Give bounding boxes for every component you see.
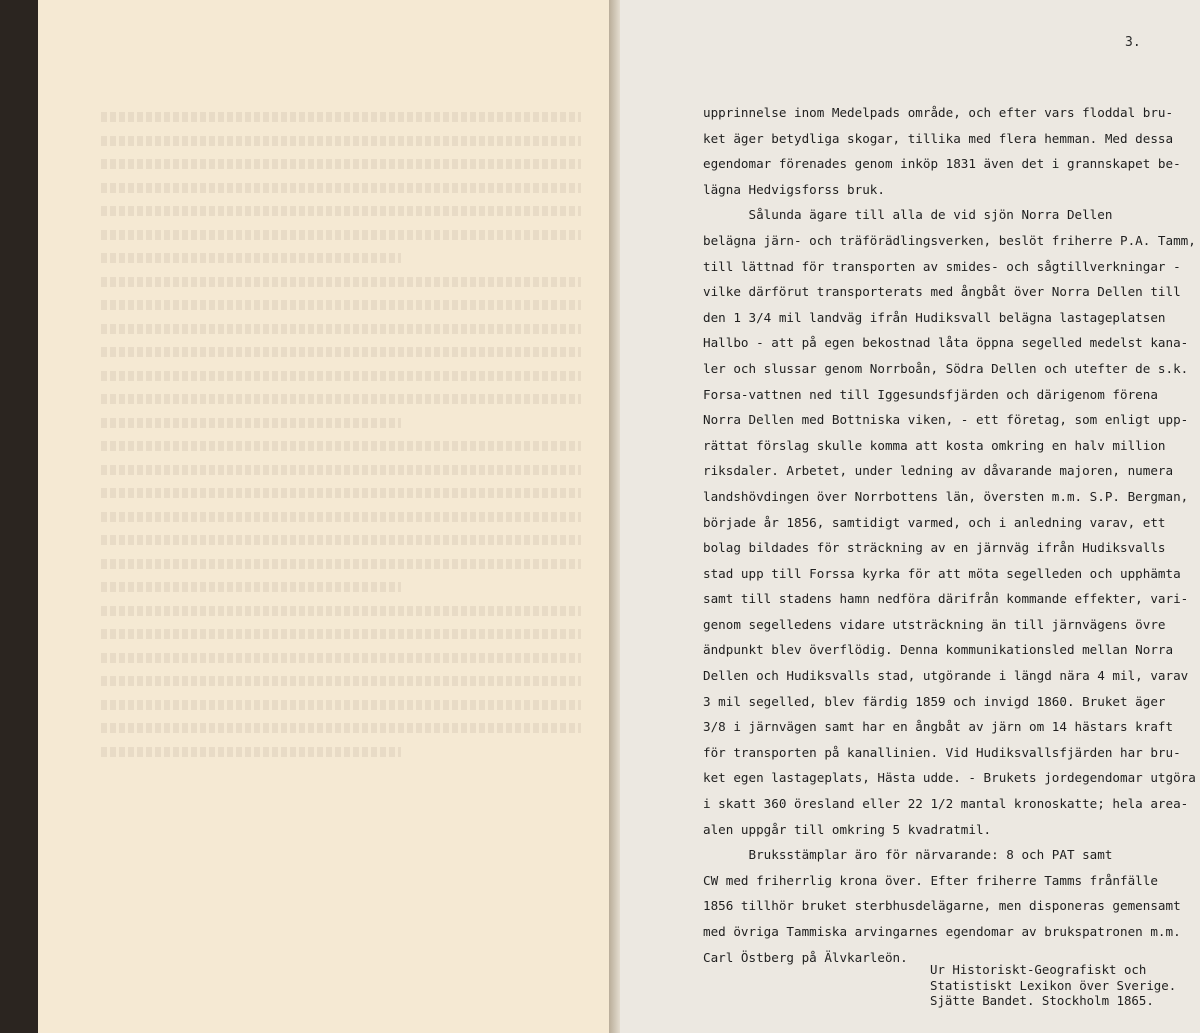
bleed-through-line xyxy=(101,653,581,663)
text-line: den 1 3/4 mil landväg ifrån Hudiksvall belägna lastageplatsen xyxy=(703,309,1166,325)
text-line: Bruksstämplar äro för närvarande: 8 och PAT samt xyxy=(703,847,1113,863)
text-line: Carl Östberg på Älvkarleön. xyxy=(703,949,908,965)
bleed-through-line xyxy=(101,112,581,122)
bleed-through-line xyxy=(101,676,581,686)
bleed-through-line xyxy=(101,159,581,169)
bleed-through-line xyxy=(101,723,581,733)
text-line: CW med friherrlig krona över. Efter friherre Tamms frånfälle xyxy=(703,872,1158,888)
bleed-through-line xyxy=(101,230,581,240)
bleed-through-line xyxy=(101,253,401,263)
text-line: bolag bildades för sträckning av en järnväg ifrån Hudiksvalls xyxy=(703,540,1166,556)
text-line: för transporten på kanallinien. Vid Hudiksvallsfjärden har bru- xyxy=(703,744,1181,760)
bleed-through-line xyxy=(101,347,581,357)
text-line: ler och slussar genom Norrboån, Södra Dellen och utefter de s.k. xyxy=(703,360,1189,376)
text-line: ändpunkt blev överflödig. Denna kommunikationsled mellan Norra xyxy=(703,642,1174,658)
text-line: Sålunda ägare till alla de vid sjön Norra Dellen xyxy=(703,207,1113,223)
attribution-line: Sjätte Bandet. Stockholm 1865. xyxy=(930,993,1154,1008)
text-line: genom segelledens vidare utsträckning än till järnvägens övre xyxy=(703,616,1166,632)
bleed-through-line xyxy=(101,488,581,498)
bleed-through-line xyxy=(101,700,581,710)
body-text xyxy=(703,100,1196,970)
bleed-through-line xyxy=(101,747,401,757)
text-line: ket egen lastageplats, Hästa udde. - Brukets jordegendomar utgöra xyxy=(703,770,1196,786)
text-line: belägna järn- och träförädlingsverken, beslöt friherre P.A. Tamm, xyxy=(703,232,1196,248)
text-line: Forsa-vattnen ned till Iggesundsfjärden och därigenom förena xyxy=(703,386,1158,402)
bleed-through-line xyxy=(101,206,581,216)
bleed-through-line xyxy=(101,371,581,381)
bleed-through-line xyxy=(101,394,581,404)
attribution-line: Ur Historiskt-Geografiskt och xyxy=(930,962,1147,977)
text-line: 3 mil segelled, blev färdig 1859 och invigd 1860. Bruket äger xyxy=(703,693,1166,709)
bleed-through-line xyxy=(101,629,581,639)
text-line: lägna Hedvigsforss bruk. xyxy=(703,181,885,197)
text-line: Norra Dellen med Bottniska viken, - ett företag, som enligt upp- xyxy=(703,412,1189,428)
attribution-line: Statistiskt Lexikon över Sverige. xyxy=(930,977,1177,993)
text-line: rättat förslag skulle komma att kosta omkring en halv million xyxy=(703,437,1166,453)
bleed-through-line xyxy=(101,277,581,287)
bleed-through-line xyxy=(101,136,581,146)
text-line: landshövdingen över Norrbottens län, översten m.m. S.P. Bergman, xyxy=(703,488,1189,504)
text-line: riksdaler. Arbetet, under ledning av dåvarande majoren, numera xyxy=(703,463,1174,479)
text-line: i skatt 360 öresland eller 22 1/2 mantal kronoskatte; hela area- xyxy=(703,796,1189,812)
text-line: Hallbo - att på egen bekostnad låta öppna segelled medelst kana- xyxy=(703,335,1189,351)
text-line: 1856 tillhör bruket sterbhusdelägarne, men disponeras gemensamt xyxy=(703,898,1181,914)
bleed-through-line xyxy=(101,512,581,522)
text-line: stad upp till Forssa kyrka för att möta segelleden och upphämta xyxy=(703,565,1181,581)
bleed-through-line xyxy=(101,441,581,451)
left-page xyxy=(38,0,611,1033)
text-line: till lättnad för transporten av smides- och sågtillverkningar - xyxy=(703,258,1181,274)
text-line: ket äger betydliga skogar, tillika med flera hemman. Med dessa xyxy=(703,130,1174,146)
text-line: med övriga Tammiska arvingarnes egendomar av brukspatronen m.m. xyxy=(703,924,1181,939)
text-line: upprinnelse inom Medelpads område, och efter vars floddal bru- xyxy=(703,105,1174,120)
bleed-through-line xyxy=(101,582,401,592)
bleed-through-line xyxy=(101,183,581,193)
bleed-through-line xyxy=(101,559,581,569)
text-line: alen uppgår till omkring 5 kvadratmil. xyxy=(703,821,992,837)
text-line: 3/8 i järnvägen samt har en ångbåt av järn om 14 hästars kraft xyxy=(703,719,1174,735)
bleed-through-line xyxy=(101,465,581,475)
page-number: 3. xyxy=(1125,35,1141,50)
text-line: egendomar förenades genom inköp 1831 även det i grannskapet be- xyxy=(703,156,1181,172)
text-line: började år 1856, samtidigt varmed, och i anledning varav, ett xyxy=(703,514,1166,530)
source-attribution xyxy=(930,962,1176,1009)
bleed-through-line xyxy=(101,300,581,310)
text-line: samt till stadens hamn nedföra därifrån kommande effekter, vari- xyxy=(703,591,1189,607)
text-line: Dellen och Hudiksvalls stad, utgörande i längd nära 4 mil, varav xyxy=(703,668,1189,684)
bleed-through-line xyxy=(101,418,401,428)
bleed-through-line xyxy=(101,324,581,334)
bleed-through-line xyxy=(101,606,581,616)
bleed-through-line xyxy=(101,535,581,545)
text-line: vilke därförut transporterats med ångbåt över Norra Dellen till xyxy=(703,284,1181,300)
